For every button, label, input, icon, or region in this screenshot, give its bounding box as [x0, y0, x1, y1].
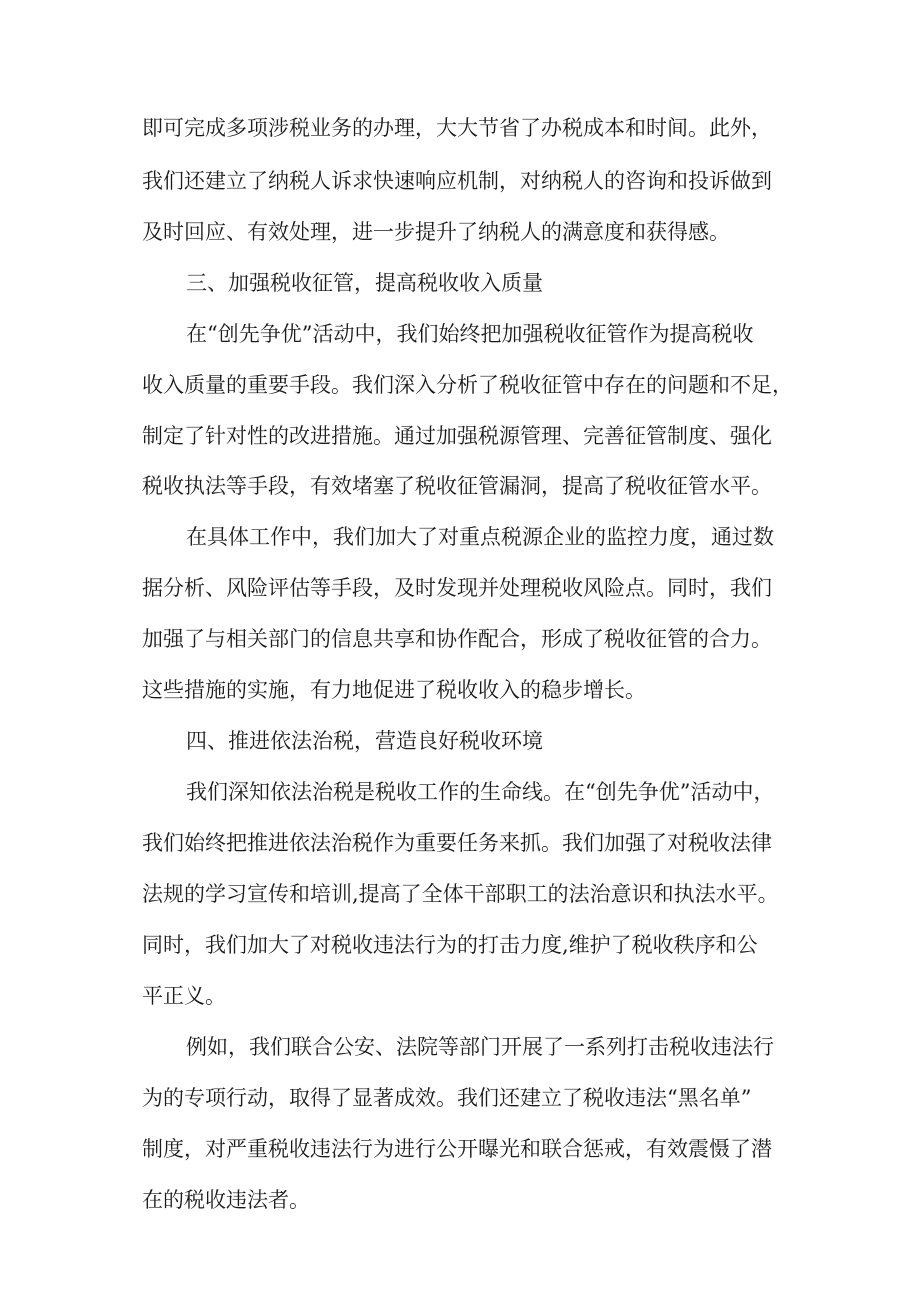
text-line-content: 我们深知依法治税是税收工作的生命线。在“创先争优”活动中，: [186, 780, 775, 804]
text-line-content: 在的税收违法者。: [142, 1188, 310, 1212]
text-line: [0, 774, 920, 810]
section-heading: [0, 723, 920, 759]
text-line-content: 这些措施的实施，有力地促进了税收收入的稳步增长。: [142, 678, 646, 702]
text-line: [0, 927, 920, 963]
text-line: [0, 163, 920, 199]
text-line-content: 制定了针对性的改进措施。通过加强税源管理、完善征管制度、强化: [142, 424, 772, 448]
text-line-content: 加强了与相关部门的信息共享和协作配合，形成了税收征管的合力。: [142, 627, 772, 651]
text-line: [0, 1029, 920, 1065]
text-line: [0, 1182, 920, 1218]
text-line: [0, 519, 920, 555]
text-line-content: 据分析、风险评估等手段，及时发现并处理税收风险点。同时，我们: [142, 576, 772, 600]
text-line: [0, 570, 920, 606]
text-line: [0, 367, 920, 403]
text-line-content: 即可完成多项涉税业务的办理，大大节省了办税成本和时间。此外，: [142, 116, 772, 140]
text-line: [0, 214, 920, 250]
text-line-content: 为的专项行动，取得了显著成效。我们还建立了税收违法“黑名单”: [142, 1086, 752, 1110]
text-line: [0, 110, 920, 146]
section-heading: [0, 265, 920, 301]
section-heading-text: 三、加强税收征管，提高税收收入质量: [186, 271, 543, 295]
text-line: [0, 825, 920, 861]
text-line-content: 法规的学习宣传和培训,提高了全体干部职工的法治意识和执法水平。: [142, 882, 779, 906]
text-line: [0, 876, 920, 912]
text-line: [0, 316, 920, 352]
text-line-content: 我们始终把推进依法治税作为重要任务来抓。我们加强了对税收法律: [142, 831, 772, 855]
text-line-content: 及时回应、有效处理，进一步提升了纳税人的满意度和获得感。: [142, 220, 730, 244]
text-line-content: 例如，我们联合公安、法院等部门开展了一系列打击税收违法行: [186, 1035, 774, 1059]
text-line-content: 我们还建立了纳税人诉求快速响应机制，对纳税人的咨询和投诉做到: [142, 169, 772, 193]
text-line-content: 平正义。: [142, 984, 226, 1008]
text-line: [0, 621, 920, 657]
text-line-content: 制度，对严重税收违法行为进行公开曝光和联合惩戒，有效震慑了潜: [142, 1137, 772, 1161]
text-line-content: 在“创先争优”活动中，我们始终把加强税收征管作为提高税收: [186, 322, 754, 346]
text-line-content: 在具体工作中，我们加大了对重点税源企业的监控力度，通过数: [186, 525, 774, 549]
text-line: [0, 468, 920, 504]
text-line-content: 税收执法等手段，有效堵塞了税收征管漏洞，提高了税收征管水平。: [142, 474, 772, 498]
text-line: [0, 1080, 920, 1116]
text-line: [0, 672, 920, 708]
section-heading-text: 四、推进依法治税，营造良好税收环境: [186, 729, 543, 753]
text-line: [0, 1131, 920, 1167]
text-line: [0, 978, 920, 1014]
text-line-content: 收入质量的重要手段。我们深入分析了税收征管中存在的问题和不足，: [142, 373, 793, 397]
text-line: [0, 418, 920, 454]
text-line-content: 同时，我们加大了对税收违法行为的打击力度,维护了税收秩序和公: [142, 933, 758, 957]
